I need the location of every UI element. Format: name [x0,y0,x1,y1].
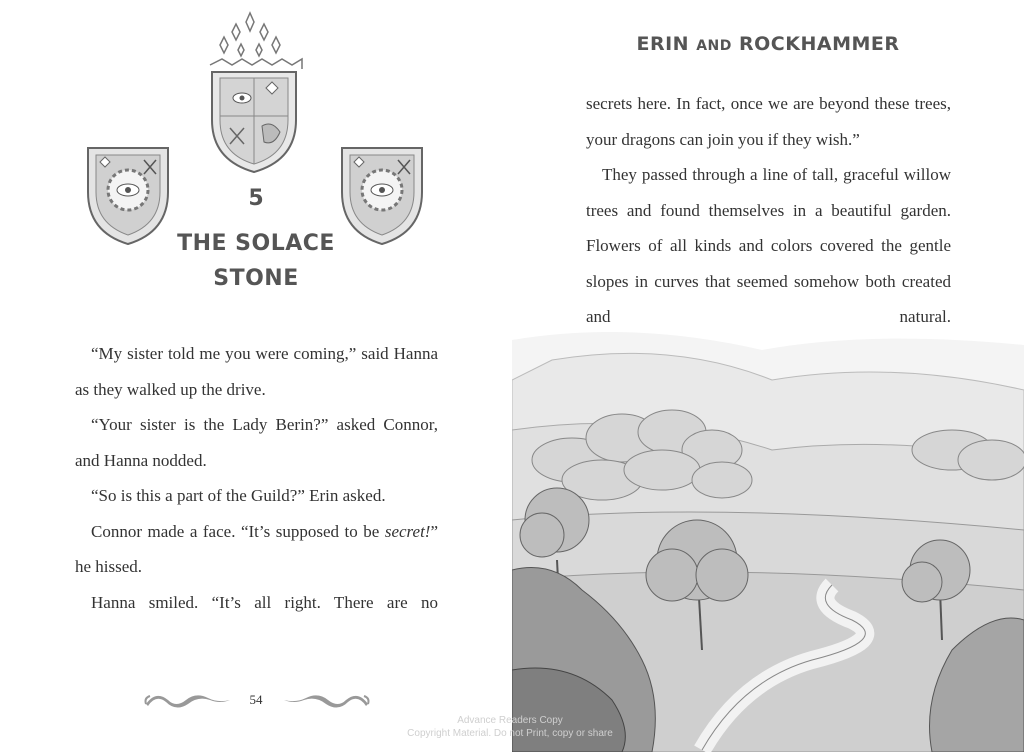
watermark-line2: Copyright Material. Do not Print, copy or share [407,728,613,739]
right-body-text [586,86,951,335]
watermark-line1: Advance Readers Copy [457,715,563,726]
chapter-title [0,226,512,296]
paragraph: “My sister told me you were coming,” said Hanna as they walked up the drive. [75,344,438,399]
running-head-and: AND [696,38,732,54]
right-page [512,0,1024,752]
paragraph: Hanna smiled. “It’s all right. There are no [91,592,438,612]
paragraph: secrets here. In fact, once we are beyond these trees, your dragons can join you if they wish.” [586,94,951,149]
left-body-text [75,336,438,620]
italic-word: secret! [384,521,431,541]
paragraph: “So is this a part of the Guild?” Erin asked. [91,486,386,505]
chapter-crest-icon [70,10,440,260]
dragon-swirl-right-icon [276,684,372,714]
garden-landscape-illustration [512,320,1024,752]
paragraph [75,514,438,585]
paragraph-text: ” he hissed. [75,521,438,576]
chapter-number: 5 [248,186,264,211]
chapter-title-line2: STONE [213,266,299,291]
running-head-part2: ROCKHAMMER [739,33,900,55]
paragraph: They passed through a line of tall, graceful willow trees and found themselves in a beautiful garden. Flowers of all kinds and colors covered the gentle slopes in curves that seemed somehow both created and natural. [586,165,951,326]
running-head-part1: ERIN [636,33,690,55]
paragraph: “Your sister is the Lady Berin?” asked Connor, and Hanna nodded. [75,415,438,470]
paragraph-text: Connor made a face. “It’s supposed to be [91,521,380,541]
running-head [512,33,1024,55]
chapter-title-line1: THE SOLACE [177,231,335,256]
page-number: 54 [249,692,263,707]
